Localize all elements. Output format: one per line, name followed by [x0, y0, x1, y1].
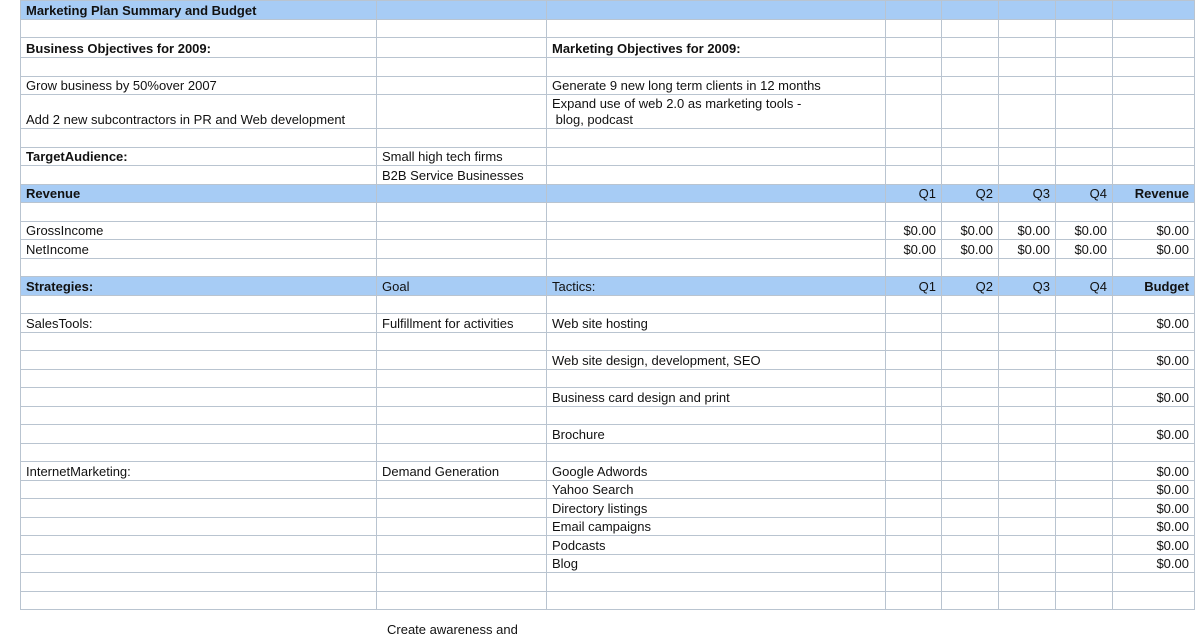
net-income-q2[interactable]: $0.00 — [942, 240, 999, 259]
tactic-blog[interactable]: Blog — [547, 554, 886, 573]
sales-tools-goal[interactable]: Fulfillment for activities — [377, 314, 547, 333]
gross-income-q1[interactable]: $0.00 — [886, 221, 942, 240]
tactic-podcasts[interactable]: Podcasts — [547, 536, 886, 555]
tactic-web-design[interactable]: Web site design, development, SEO — [547, 351, 886, 370]
target-audience-label[interactable]: TargetAudience: — [21, 147, 377, 166]
target-audience-2[interactable]: B2B Service Businesses — [377, 166, 547, 185]
revenue-q1-header[interactable]: Q1 — [886, 184, 942, 203]
gross-income-q4[interactable]: $0.00 — [1056, 221, 1113, 240]
tactic-google-adwords[interactable]: Google Adwords — [547, 462, 886, 481]
strategies-q1-header[interactable]: Q1 — [886, 277, 942, 296]
internet-marketing-goal[interactable]: Demand Generation — [377, 462, 547, 481]
marketing-objectives-label[interactable]: Marketing Objectives for 2009: — [547, 38, 886, 58]
target-audience-1[interactable]: Small high tech firms — [377, 147, 547, 166]
revenue-q4-header[interactable]: Q4 — [1056, 184, 1113, 203]
budget-directory-listings[interactable]: $0.00 — [1113, 499, 1195, 518]
revenue-q3-header[interactable]: Q3 — [999, 184, 1056, 203]
partial-goal-text: Create awareness and — [387, 622, 518, 637]
business-objective-2[interactable]: Add 2 new subcontractors in PR and Web development — [21, 95, 377, 129]
budget-header[interactable]: Budget — [1113, 277, 1195, 296]
sales-tools-label[interactable]: SalesTools: — [21, 314, 377, 333]
goal-header[interactable]: Goal — [377, 277, 547, 296]
tactic-directory-listings[interactable]: Directory listings — [547, 499, 886, 518]
revenue-label[interactable]: Revenue — [21, 184, 377, 203]
tactic-business-card[interactable]: Business card design and print — [547, 388, 886, 407]
net-income-q3[interactable]: $0.00 — [999, 240, 1056, 259]
tactic-web-hosting[interactable]: Web site hosting — [547, 314, 886, 333]
net-income-total[interactable]: $0.00 — [1113, 240, 1195, 259]
strategies-q3-header[interactable]: Q3 — [999, 277, 1056, 296]
gross-income-total[interactable]: $0.00 — [1113, 221, 1195, 240]
net-income-label[interactable]: NetIncome — [21, 240, 377, 259]
gross-income-q2[interactable]: $0.00 — [942, 221, 999, 240]
gross-income-label[interactable]: GrossIncome — [21, 221, 377, 240]
net-income-q1[interactable]: $0.00 — [886, 240, 942, 259]
strategies-label[interactable]: Strategies: — [21, 277, 377, 296]
sheet-title[interactable]: Marketing Plan Summary and Budget — [21, 1, 377, 20]
revenue-total-header[interactable]: Revenue — [1113, 184, 1195, 203]
budget-blog[interactable]: $0.00 — [1113, 554, 1195, 573]
business-objective-1[interactable]: Grow business by 50%over 2007 — [21, 76, 377, 95]
marketing-objective-1[interactable]: Generate 9 new long term clients in 12 months — [547, 76, 886, 95]
marketing-plan-sheet — [20, 0, 1195, 610]
tactics-header[interactable]: Tactics: — [547, 277, 886, 296]
budget-yahoo-search[interactable]: $0.00 — [1113, 480, 1195, 499]
revenue-q2-header[interactable]: Q2 — [942, 184, 999, 203]
tactic-yahoo-search[interactable]: Yahoo Search — [547, 480, 886, 499]
tactic-email-campaigns[interactable]: Email campaigns — [547, 517, 886, 536]
budget-business-card[interactable]: $0.00 — [1113, 388, 1195, 407]
budget-email-campaigns[interactable]: $0.00 — [1113, 517, 1195, 536]
budget-google-adwords[interactable]: $0.00 — [1113, 462, 1195, 481]
strategies-q4-header[interactable]: Q4 — [1056, 277, 1113, 296]
budget-web-hosting[interactable]: $0.00 — [1113, 314, 1195, 333]
budget-web-design[interactable]: $0.00 — [1113, 351, 1195, 370]
business-objectives-label[interactable]: Business Objectives for 2009: — [21, 38, 377, 58]
gross-income-q3[interactable]: $0.00 — [999, 221, 1056, 240]
strategies-q2-header[interactable]: Q2 — [942, 277, 999, 296]
net-income-q4[interactable]: $0.00 — [1056, 240, 1113, 259]
budget-brochure[interactable]: $0.00 — [1113, 425, 1195, 444]
budget-podcasts[interactable]: $0.00 — [1113, 536, 1195, 555]
marketing-objective-2[interactable]: Expand use of web 2.0 as marketing tools - blog, podcast — [547, 95, 886, 129]
internet-marketing-label[interactable]: InternetMarketing: — [21, 462, 377, 481]
tactic-brochure[interactable]: Brochure — [547, 425, 886, 444]
